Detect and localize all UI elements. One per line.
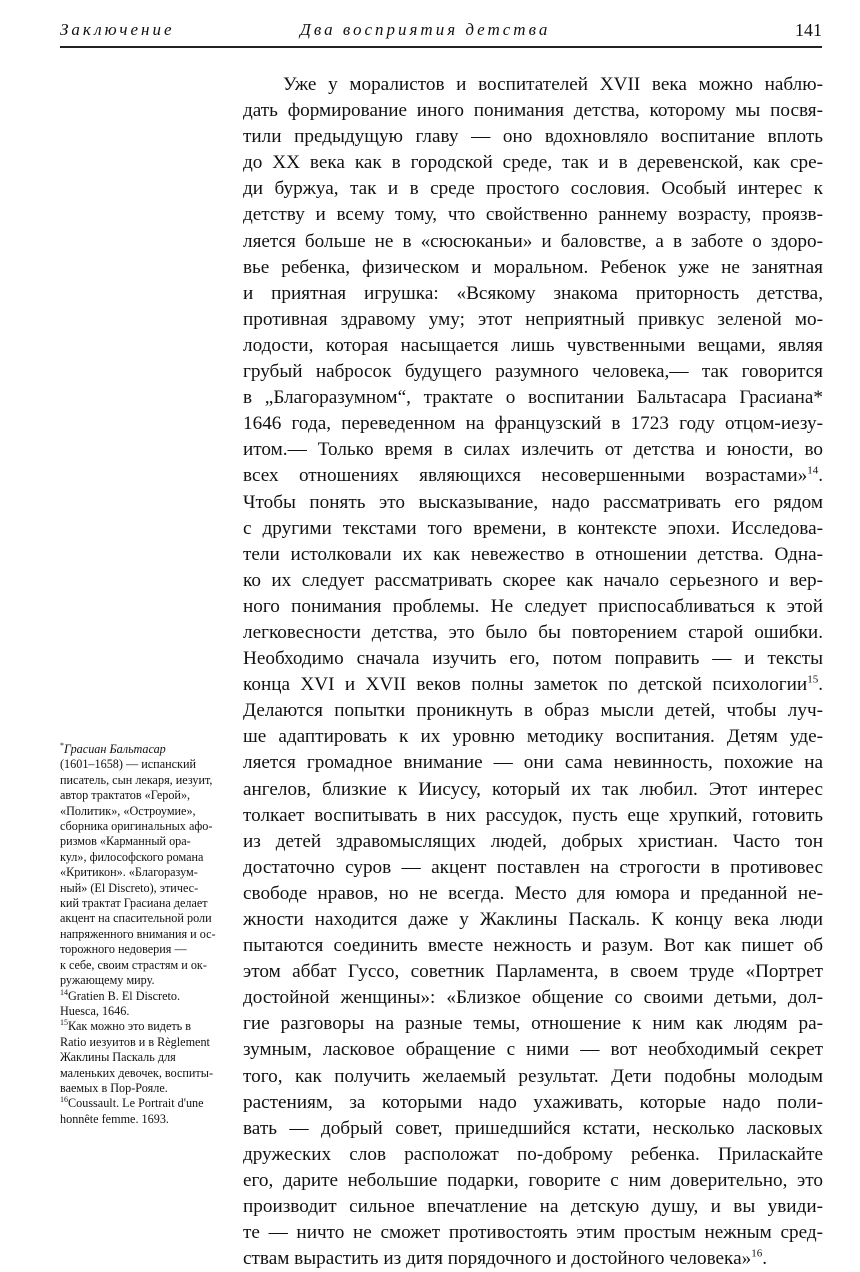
body-line: жности находится даже у Жаклины Паскаль. К концу века люди	[243, 909, 823, 930]
body-line: зумным, ласковое обращение с ними — вот необходимый секрет	[243, 1039, 823, 1061]
sidenote-line: кул», философского романа	[60, 849, 204, 864]
sidenote	[60, 1096, 228, 1127]
sidenote-line: кий трактат Грасиана делает	[60, 896, 208, 911]
sidenote-line: писатель, сын лекаря, иезуит,	[60, 772, 213, 787]
sidenote-line: Ratio иезуитов и в Règlement	[60, 1034, 210, 1049]
body-line: Уже у моралистов и воспитателей XVII века можно наблю-	[283, 74, 823, 95]
sidenote-line: маленьких девочек, воспиты-	[60, 1065, 214, 1080]
body-line: достойной женщины»: «Близкое общение со своими детьми, дол-	[243, 987, 823, 1009]
main-text-column	[243, 72, 823, 1272]
body-line: ляется больше не в «сюсюканьи» и баловстве, а в заботе о здоро-	[243, 230, 823, 252]
sidenote	[60, 989, 228, 1020]
sidenote-line: к себе, своим страстям и ок-	[60, 957, 207, 972]
body-line: детству и всему тому, что свойственно раннему возрасту, проязв-	[243, 204, 823, 226]
body-line: грубый набросок будущего разумного человека,— так говорится	[243, 361, 823, 383]
page-number: 141	[795, 20, 822, 40]
body-line: до XX века как в городской среде, так и в деревенской, как сре-	[243, 152, 823, 174]
sidenote-line: «Политик», «Остроумие»,	[60, 803, 196, 818]
sidenotes-column	[60, 742, 228, 1127]
body-line: того, как получить желаемый результат. Дети подобны молодым	[243, 1065, 823, 1087]
body-paragraph	[243, 72, 823, 1272]
body-line: производит сильное впечатление на детскую душу, и вы увиди-	[243, 1196, 823, 1218]
sidenote-marker: 14	[60, 987, 68, 997]
sidenote-line: (1601–1658) — испанский	[60, 757, 197, 772]
body-line: 1646 года, переведенном на французский в 1723 году отцом-иезу-	[243, 413, 823, 435]
sidenote-line: ный» (El Discreto), этичес-	[60, 880, 199, 895]
sidenote-line: honnête femme. 1693.	[60, 1111, 169, 1126]
body-line: растениям, за которыми надо ухаживать, которые надо поли-	[243, 1091, 823, 1113]
sidenote-line: Gratien B. El Discreto.	[68, 988, 181, 1003]
sidenote	[60, 742, 228, 989]
running-header-section: Заключение	[60, 20, 175, 39]
sidenote-marker: 16	[60, 1095, 68, 1105]
body-line: лодости, которая насыщается лишь чувственными вещами, являя	[243, 334, 823, 356]
body-line: тели истолковали их как невежество в отношении детства. Одна-	[243, 543, 823, 565]
sidenote-line: напряженного внимания и ос-	[60, 926, 216, 941]
body-line: всех отношениях являющихся несовершенными возрастами»$^{14}$.	[243, 465, 823, 487]
footnote-reference: 16	[751, 1247, 763, 1260]
sidenote-line: Coussault. Le Portrait d'une	[68, 1096, 204, 1111]
body-line: ляется громадное внимание — они сама невинность, похожие на	[243, 752, 823, 774]
body-line: гие разговоры на разные темы, отношение к ним как людям ра-	[243, 1013, 823, 1035]
body-line: итом.— Только время в силах излечить от детства и юности, во	[243, 439, 823, 461]
body-line: ствам вырастить из дитя порядочного и достойного человека»$^{16}$.	[243, 1247, 767, 1270]
sidenote-line: акцент на спасительной роли	[60, 911, 212, 926]
sidenote-line: Как можно это видеть в	[68, 1019, 192, 1034]
sidenote-line: ризмов «Карманный ора-	[60, 834, 191, 849]
body-line: тили предыдущую главу — оно вдохновляло воспитание вплоть	[243, 126, 823, 148]
sidenote-line: «Критикон». «Благоразум-	[60, 865, 198, 880]
body-line: в „Благоразумном“, трактате о воспитании Бальтасара Грасиана*	[243, 387, 823, 409]
body-line: достаточно суров — акцент поставлен на строгости в противовес	[243, 856, 823, 878]
body-line: ди буржуа, так и в среде простого сословия. Особый интерес к	[243, 178, 823, 200]
body-line: его, дарите небольшие подарки, говорите с ним доверительно, это	[243, 1169, 823, 1191]
footnote-reference: 14	[807, 465, 819, 478]
sidenote-marker: *	[60, 740, 64, 750]
sidenote-line: Грасиан Бальтасар	[64, 742, 166, 756]
body-line: свободе нравов, но не всегда. Место для юмора и преданной не-	[243, 882, 823, 904]
body-line: ангелов, близкие к Иисусу, который их так любил. Этот интерес	[243, 778, 823, 800]
sidenote	[60, 1019, 228, 1096]
running-header-chapter: Два восприятия детства	[300, 20, 551, 39]
body-line: дружеских слов расположат по-доброму ребенка. Приласкайте	[243, 1143, 823, 1165]
sidenote-line: ваемых в Пор-Рояле.	[60, 1080, 168, 1095]
sidenote-line: автор трактатов «Герой»,	[60, 788, 191, 803]
running-header	[60, 18, 822, 48]
sidenote-line: ружающему миру.	[60, 973, 155, 988]
body-line: Делаются попытки проникнуть в образ мысли детей, чтобы луч-	[243, 700, 823, 722]
body-line: ше адаптировать к их уровню методику воспитания. Детям уде-	[243, 726, 823, 748]
body-line: вье ребенка, физическом и моральном. Ребенок уже не занятная	[243, 256, 823, 278]
body-line: противная здравому уму; этот неприятный привкус зеленой мо-	[243, 308, 823, 330]
body-line: Чтобы понять это высказывание, надо рассматривать его рядом	[243, 491, 823, 513]
body-line: из детей здравомыслящих людей, добрых христиан. Часто тон	[243, 830, 823, 852]
footnote-reference: 15	[807, 673, 819, 686]
body-line: те — ничто не сможет противостоять этим простым нежным сред-	[243, 1222, 823, 1244]
body-line: вать — добрый совет, пришедшийся кстати, несколько ласковых	[243, 1117, 823, 1139]
body-line: легковесности детства, это было бы повторением старой ошибки.	[243, 621, 823, 643]
sidenote-line: Жаклины Паскаль для	[60, 1050, 176, 1065]
sidenote-marker: 15	[60, 1018, 68, 1028]
body-line: пытаются соединить вместе нежность и разум. Вот как пишет об	[243, 935, 823, 957]
sidenote-line: сборника оригинальных афо-	[60, 819, 213, 834]
body-line: толкает воспитывать в них рассудок, пусть еще хрупкий, готовить	[243, 804, 823, 826]
body-line: и приятная игрушка: «Всякому знакома приторность детства,	[243, 282, 823, 304]
body-line: конца XVI и XVII веков полны заметок по детской психологии$^{15}$.	[243, 673, 823, 696]
body-line: Необходимо сначала изучить его, потом поправить — и тексты	[243, 648, 823, 670]
sidenote-line: торожного недоверия —	[60, 942, 187, 957]
body-line: с другими текстами того времени, в контексте эпохи. Исследова-	[243, 517, 823, 539]
body-line: дать формирование иного понимания детства, которому мы посвя-	[243, 100, 823, 122]
sidenote-line: Huesca, 1646.	[60, 1003, 130, 1018]
body-line: этом аббат Гуссо, советник Парламента, в своем труде «Портрет	[243, 961, 823, 983]
body-line: ного понимания проблемы. Не следует приспосабливаться к этой	[243, 595, 823, 617]
body-line: ко их следует рассматривать скорее как начало серьезного и вер-	[243, 569, 823, 591]
